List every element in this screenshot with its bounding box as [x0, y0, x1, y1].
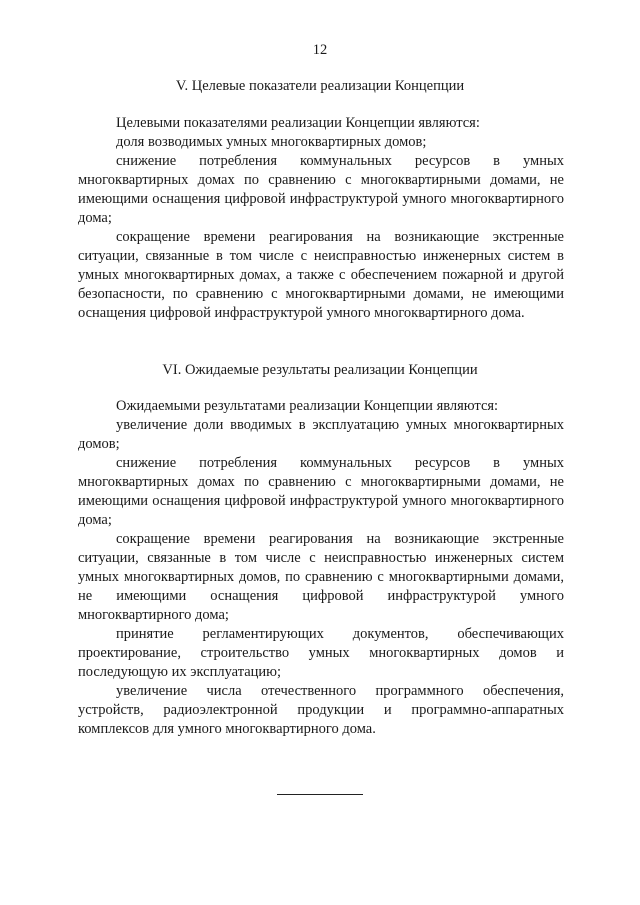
- section-5-item: снижение потребления коммунальных ресурсов в умных многоквартирных домах по сравнению с многоквартирными домами, не имеющими оснащения цифровой инфраструктурой умного многоквартирного дома;: [78, 153, 564, 226]
- section-6-item: увеличение доли вводимых в эксплуатацию умных многоквартирных домов;: [78, 417, 564, 452]
- section-6-body: [78, 397, 564, 739]
- section-6-item: снижение потребления коммунальных ресурсов в умных многоквартирных домах по сравнению с многоквартирными домами, не имеющими оснащения цифровой инфраструктурой умного многоквартирного дома;: [78, 455, 564, 528]
- section-5-body: [78, 114, 564, 323]
- page-number: 12: [312, 42, 328, 58]
- section-6-heading: VI. Ожидаемые результаты реализации Концепции: [162, 362, 478, 378]
- section-5-heading: V. Целевые показатели реализации Концепции: [175, 78, 465, 94]
- section-6-item: увеличение числа отечественного программного обеспечения, устройств, радиоэлектронной продукции и программно-аппаратных комплексов для умного многоквартирного дома.: [78, 683, 564, 737]
- section-6-intro: Ожидаемыми результатами реализации Концепции являются:: [116, 398, 499, 414]
- section-6-item: сокращение времени реагирования на возникающие экстренные ситуации, связанные в том числе с неисправностью инженерных систем умных многоквартирных домов, по сравнению с многоквартирными домами, не имеющими оснащения цифровой инфраструктурой умного многоквартирного дома;: [78, 531, 564, 623]
- section-5-intro: Целевыми показателями реализации Концепции являются:: [116, 115, 480, 131]
- section-6-item: принятие регламентирующих документов, обеспечивающих проектирование, строительство умных многоквартирных домов и последующую их эксплуатацию;: [78, 626, 564, 680]
- section-5-item: сокращение времени реагирования на возникающие экстренные ситуации, связанные в том числе с неисправностью инженерных систем в умных многоквартирных домах, а также с обеспечением пожарной и другой безопасности, по сравнению с многоквартирными домами, не имеющими оснащения цифровой инфраструктурой умного многоквартирного дома.: [78, 229, 564, 321]
- section-5-item: доля возводимых умных многоквартирных домов;: [116, 134, 427, 150]
- end-of-document-rule: [277, 794, 363, 795]
